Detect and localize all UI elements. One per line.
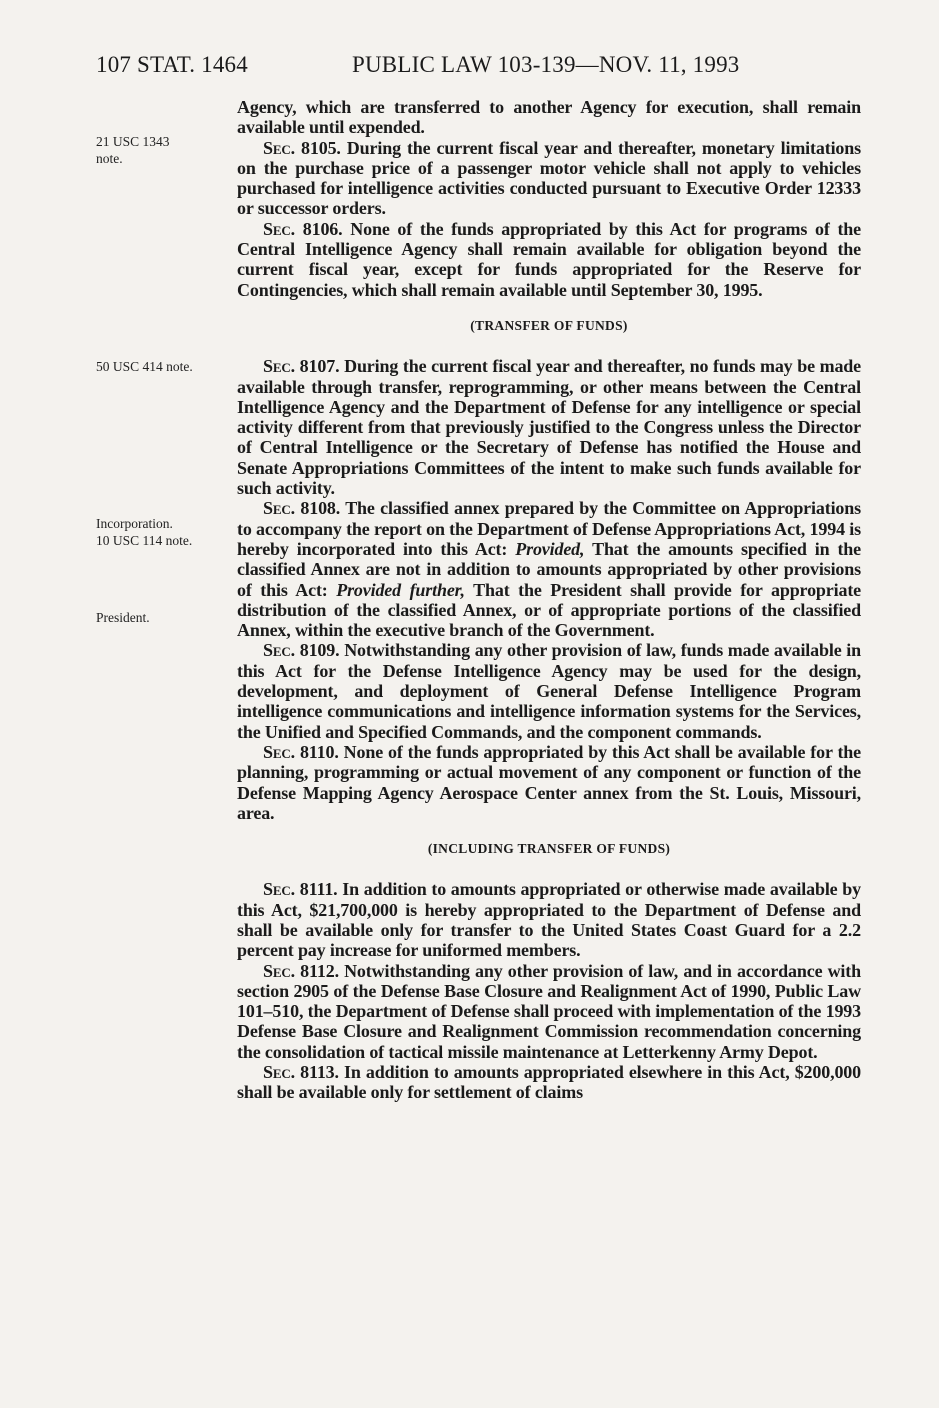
section-text: 8112. Notwithstanding any other provision of law, and in accordance with section 2905 of the Defense Base Closure and Realignment Act of 1990, Public Law 101–510, the Department of Defense shall proceed with implementation of the 1993 Defense Base Closure and Realignment Commission recommendation concerning the consolidation of tactical missile maintenance at Letterkenny Army Depot. bbox=[237, 960, 861, 1062]
section-label: Sec. bbox=[263, 879, 295, 900]
margin-note-line: 21 USC 1343 bbox=[96, 134, 170, 149]
section-label: Sec. bbox=[263, 741, 295, 762]
section-8105 bbox=[237, 138, 861, 219]
section-text: 8105. During the current fiscal year and thereafter, monetary limitations on the purchase price of a passenger motor vehicle shall not apply to vehicles purchased for intelligence activities conducted pursuant to Executive Order 12333 or successor orders. bbox=[237, 137, 861, 219]
section-label: Sec. bbox=[263, 356, 295, 377]
margin-note-president: President. bbox=[96, 610, 150, 625]
section-text: 8111. In addition to amounts appropriated or otherwise made available by this Act, $21,700,000 is hereby appropriated to the Department of Defense and shall be available only for transfer to the United States Coast Guard for a 2.2 percent pay increase for uniformed members. bbox=[237, 879, 861, 961]
section-8111 bbox=[237, 879, 861, 960]
section-8109 bbox=[237, 640, 861, 741]
section-label: Sec. bbox=[263, 218, 295, 239]
section-text: 8113. In addition to amounts appropriated elsewhere in this Act, $200,000 shall be available only for settlement of claims bbox=[237, 1062, 861, 1103]
provided-proviso: Provided, bbox=[515, 538, 585, 559]
section-8110 bbox=[237, 742, 861, 823]
section-8107 bbox=[237, 356, 861, 498]
running-header: PUBLIC LAW 103-139—NOV. 11, 1993 bbox=[352, 52, 740, 77]
heading-including-transfer-of-funds: (INCLUDING TRANSFER OF FUNDS) bbox=[427, 841, 671, 857]
section-8112 bbox=[237, 961, 861, 1062]
margin-note-line: note. bbox=[96, 151, 123, 166]
section-label: Sec. bbox=[263, 1062, 295, 1083]
section-text: 8109. Notwithstanding any other provision of law, funds made available in this Act for the Defense Intelligence Agency may be used for the design, development, and deployment of General Defense Intelligence Program intelligence communications and intelligence information systems for the Services, the Unified and Specified Commands, and the component commands. bbox=[237, 640, 861, 742]
section-text: 8107. During the current fiscal year and thereafter, no funds may be made available through transfer, reprogramming, or other means between the Central Intelligence Agency and the Department of Defense for any intelligence or special activity different from that previously justified to the Congress unless the Director of Central Intelligence or the Secretary of Defense has notified the House and Senate Appropriations Committees of the intent to make such funds available for such activity. bbox=[237, 356, 861, 499]
provided-further-proviso: Provided further, bbox=[336, 579, 465, 600]
section-label: Sec. bbox=[263, 498, 295, 519]
statute-text bbox=[237, 97, 861, 1103]
margin-note-50-usc-414: 50 USC 414 note. bbox=[96, 359, 193, 374]
margin-note-line: 10 USC 114 note. bbox=[96, 533, 193, 548]
section-label: Sec. bbox=[263, 640, 295, 661]
margin-note-21-usc-1343 bbox=[96, 133, 170, 167]
margin-note-line: Incorporation. bbox=[96, 516, 173, 531]
section-text: 8110. None of the funds appropriated by this Act shall be available for the planning, programming or actual movement of any component or function of the Defense Mapping Agency Aerospace Center annex from the St. Louis, Missouri, area. bbox=[237, 741, 861, 823]
stat-page-number: 107 STAT. 1464 bbox=[96, 52, 248, 77]
section-8113 bbox=[237, 1062, 861, 1103]
section-label: Sec. bbox=[263, 960, 295, 981]
paragraph-continuation: Agency, which are transferred to another Agency for execution, shall remain available until expended. bbox=[237, 97, 861, 138]
section-text: 8106. None of the funds appropriated by this Act for programs of the Central Intelligence Agency shall remain available for obligation beyond the current fiscal year, except for funds appropriated for the Reserve for Contingencies, which shall remain available until September 30, 1995. bbox=[237, 218, 861, 300]
section-8108 bbox=[237, 498, 861, 640]
heading-transfer-of-funds: (TRANSFER OF FUNDS) bbox=[470, 317, 628, 333]
section-8106 bbox=[237, 219, 861, 300]
section-label: Sec. bbox=[263, 137, 295, 158]
margin-note-incorporation bbox=[96, 515, 192, 549]
section-text: 8108. The classified annex prepared by the Committee on Appropriations to accompany the report on the Department of Defense Appropriations Act, 1994 is hereby incorporated into this Act: bbox=[237, 498, 861, 559]
section-text: That the President shall provide for appropriate distribution of the classified Annex, or of appropriate portions of the classified Annex, within the executive branch of the Government. bbox=[237, 579, 861, 641]
section-text: That the amounts specified in the classified Annex are not in addition to amounts appropriated by other provisions of this Act: bbox=[237, 538, 861, 600]
